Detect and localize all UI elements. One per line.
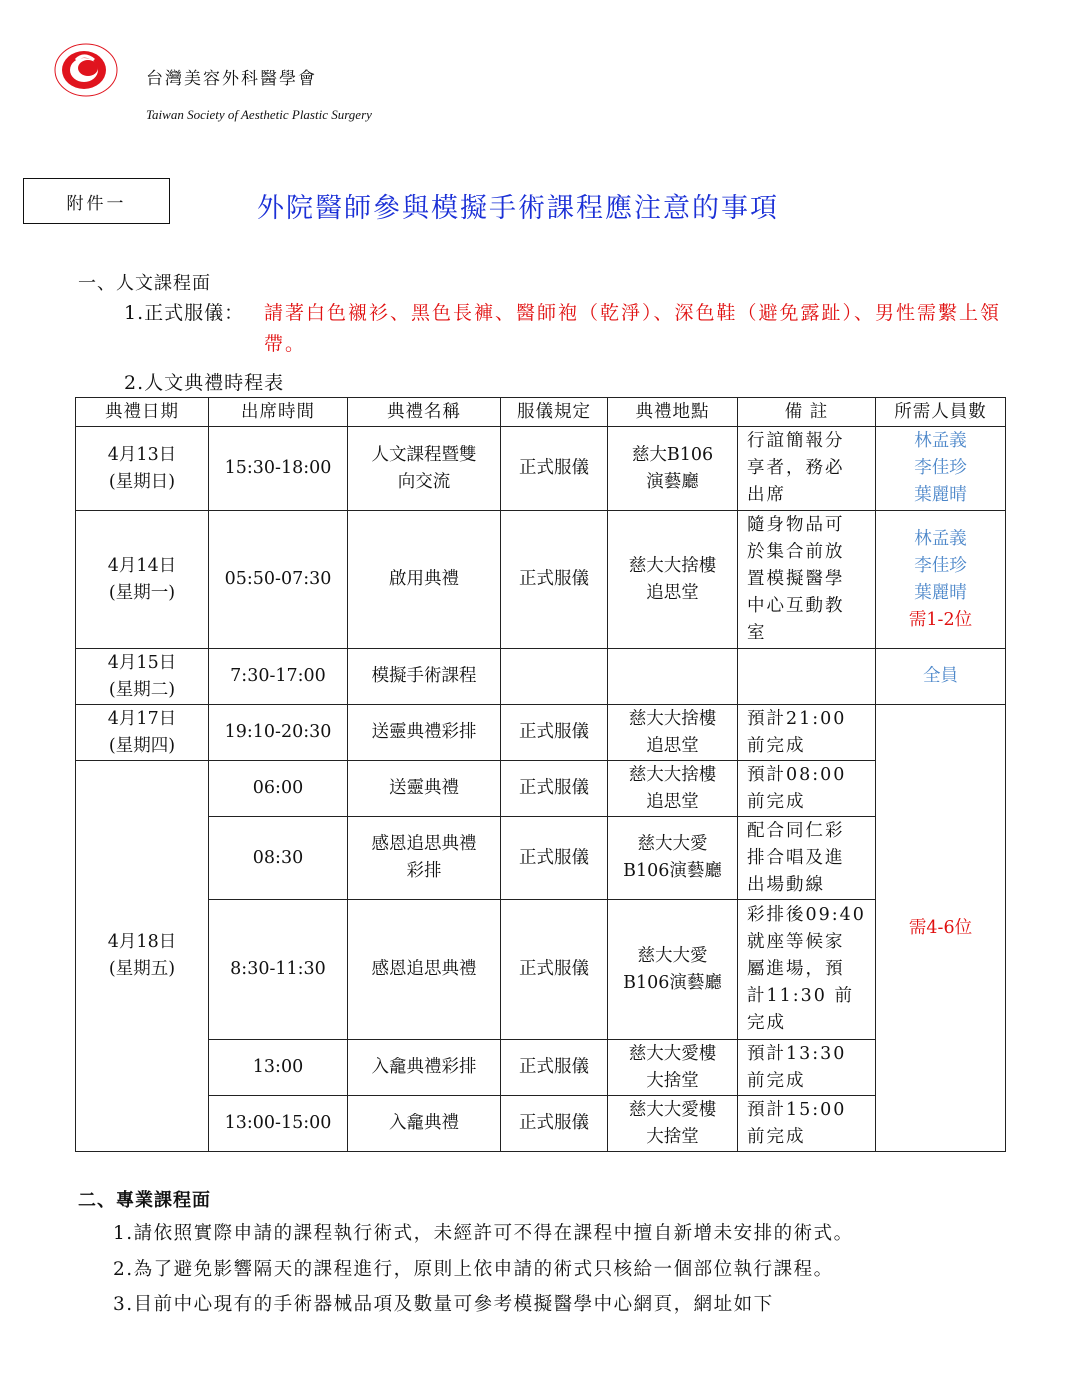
cell-people: 需4-6位 xyxy=(876,705,1006,1152)
header-ceremony: 典禮名稱 xyxy=(348,398,501,427)
cell-place: 慈大大愛樓 大捨堂 xyxy=(608,1040,738,1096)
cell-place xyxy=(608,649,738,705)
table-header-row xyxy=(76,398,1006,427)
cell-place: 慈大大捨樓 追思堂 xyxy=(608,511,738,649)
cell-dress: 正式服儀 xyxy=(501,817,608,900)
table-row xyxy=(76,511,1006,649)
cell-note: 預計13:30 前完成 xyxy=(738,1040,876,1096)
people-names: 林孟義 李佳珍 葉麗晴 xyxy=(914,528,967,603)
table-row xyxy=(76,817,1006,900)
page-title: 外院醫師參與模擬手術課程應注意的事項 xyxy=(257,193,779,224)
table-row xyxy=(76,1040,1006,1096)
cell-dress: 正式服儀 xyxy=(501,1096,608,1152)
cell-note: 預計08:00 前完成 xyxy=(738,761,876,817)
ceremony-schedule-table xyxy=(75,397,1006,1152)
table-row xyxy=(76,649,1006,705)
cell-dress: 正式服儀 xyxy=(501,761,608,817)
header-people: 所需人員數 xyxy=(876,398,1006,427)
cell-ceremony: 感恩追思典禮 xyxy=(348,900,501,1040)
section1-heading: 一、人文課程面 xyxy=(78,273,211,294)
cell-date: 4月13日 (星期日) xyxy=(76,427,209,511)
cell-place: 慈大大愛樓 大捨堂 xyxy=(608,1096,738,1152)
cell-ceremony: 人文課程暨雙 向交流 xyxy=(348,427,501,511)
cell-time: 7:30-17:00 xyxy=(209,649,348,705)
header-date: 典禮日期 xyxy=(76,398,209,427)
header-dress: 服儀規定 xyxy=(501,398,608,427)
cell-place: 慈大大愛 B106演藝廳 xyxy=(608,900,738,1040)
cell-place: 慈大B106 演藝廳 xyxy=(608,427,738,511)
cell-ceremony: 送靈典禮 xyxy=(348,761,501,817)
cell-note: 預計15:00 前完成 xyxy=(738,1096,876,1152)
cell-ceremony: 入龕典禮 xyxy=(348,1096,501,1152)
cell-dress xyxy=(501,649,608,705)
schedule-label: 2.人文典禮時程表 xyxy=(124,372,285,394)
header-time: 出席時間 xyxy=(209,398,348,427)
section2-line: 1.請依照實際申請的課程執行術式，未經許可不得在課程中擅自新增未安排的術式。 xyxy=(113,1223,854,1244)
people-count: 需1-2位 xyxy=(908,609,973,630)
cell-dress: 正式服儀 xyxy=(501,1040,608,1096)
cell-time: 8:30-11:30 xyxy=(209,900,348,1040)
cell-note: 隨身物品可 於集合前放 置模擬醫學 中心互動教 室 xyxy=(738,511,876,649)
cell-people: 林孟義 李佳珍 葉麗晴 xyxy=(876,427,1006,511)
dress-code-text: 請著白色襯衫、黑色長褲、醫師袍（乾淨）、深色鞋（避免露趾）、男性需繫上領帶。 xyxy=(264,302,1002,355)
cell-note xyxy=(738,649,876,705)
cell-place: 慈大大捨樓 追思堂 xyxy=(608,705,738,761)
cell-people: 全員 xyxy=(876,649,1006,705)
cell-time: 13:00-15:00 xyxy=(209,1096,348,1152)
header-note: 備 註 xyxy=(738,398,876,427)
cell-time: 05:50-07:30 xyxy=(209,511,348,649)
cell-dress: 正式服儀 xyxy=(501,427,608,511)
cell-date: 4月18日 (星期五) xyxy=(76,761,209,1152)
cell-date: 4月17日 (星期四) xyxy=(76,705,209,761)
cell-note: 彩排後09:40 就座等候家 屬進場，預 計11:30 前 完成 xyxy=(738,900,876,1040)
table-row xyxy=(76,900,1006,1040)
cell-ceremony: 啟用典禮 xyxy=(348,511,501,649)
section2-line: 2.為了避免影響隔天的課程進行，原則上依申請的術式只核給一個部位執行課程。 xyxy=(113,1259,834,1280)
cell-ceremony: 感恩追思典禮 彩排 xyxy=(348,817,501,900)
cell-date: 4月15日 (星期二) xyxy=(76,649,209,705)
cell-dress: 正式服儀 xyxy=(501,511,608,649)
cell-note: 預計21:00 前完成 xyxy=(738,705,876,761)
dress-code-label: 1.正式服儀： xyxy=(124,302,245,324)
cell-ceremony: 入龕典禮彩排 xyxy=(348,1040,501,1096)
table-row xyxy=(76,761,1006,817)
cell-time: 06:00 xyxy=(209,761,348,817)
table-row xyxy=(76,705,1006,761)
cell-time: 08:30 xyxy=(209,817,348,900)
table-row xyxy=(76,427,1006,511)
cell-time: 13:00 xyxy=(209,1040,348,1096)
society-logo xyxy=(50,42,124,104)
attachment-label: 附件一 xyxy=(23,178,170,224)
cell-time: 15:30-18:00 xyxy=(209,427,348,511)
cell-date: 4月14日 (星期一) xyxy=(76,511,209,649)
cell-place: 慈大大愛 B106演藝廳 xyxy=(608,817,738,900)
cell-note: 行誼簡報分 享者，務必 出席 xyxy=(738,427,876,511)
cell-time: 19:10-20:30 xyxy=(209,705,348,761)
section2-line: 3.目前中心現有的手術器械品項及數量可參考模擬醫學中心網頁，網址如下 xyxy=(113,1294,774,1315)
header-place: 典禮地點 xyxy=(608,398,738,427)
org-name-en: Taiwan Society of Aesthetic Plastic Surgery xyxy=(146,107,372,122)
cell-ceremony: 送靈典禮彩排 xyxy=(348,705,501,761)
section2-heading: 二、專業課程面 xyxy=(78,1190,211,1211)
org-name-zh: 台灣美容外科醫學會 xyxy=(146,69,317,89)
cell-place: 慈大大捨樓 追思堂 xyxy=(608,761,738,817)
cell-people xyxy=(876,511,1006,649)
cell-dress: 正式服儀 xyxy=(501,900,608,1040)
cell-dress: 正式服儀 xyxy=(501,705,608,761)
cell-note: 配合同仁彩 排合唱及進 出場動線 xyxy=(738,817,876,900)
table-row xyxy=(76,1096,1006,1152)
cell-ceremony: 模擬手術課程 xyxy=(348,649,501,705)
